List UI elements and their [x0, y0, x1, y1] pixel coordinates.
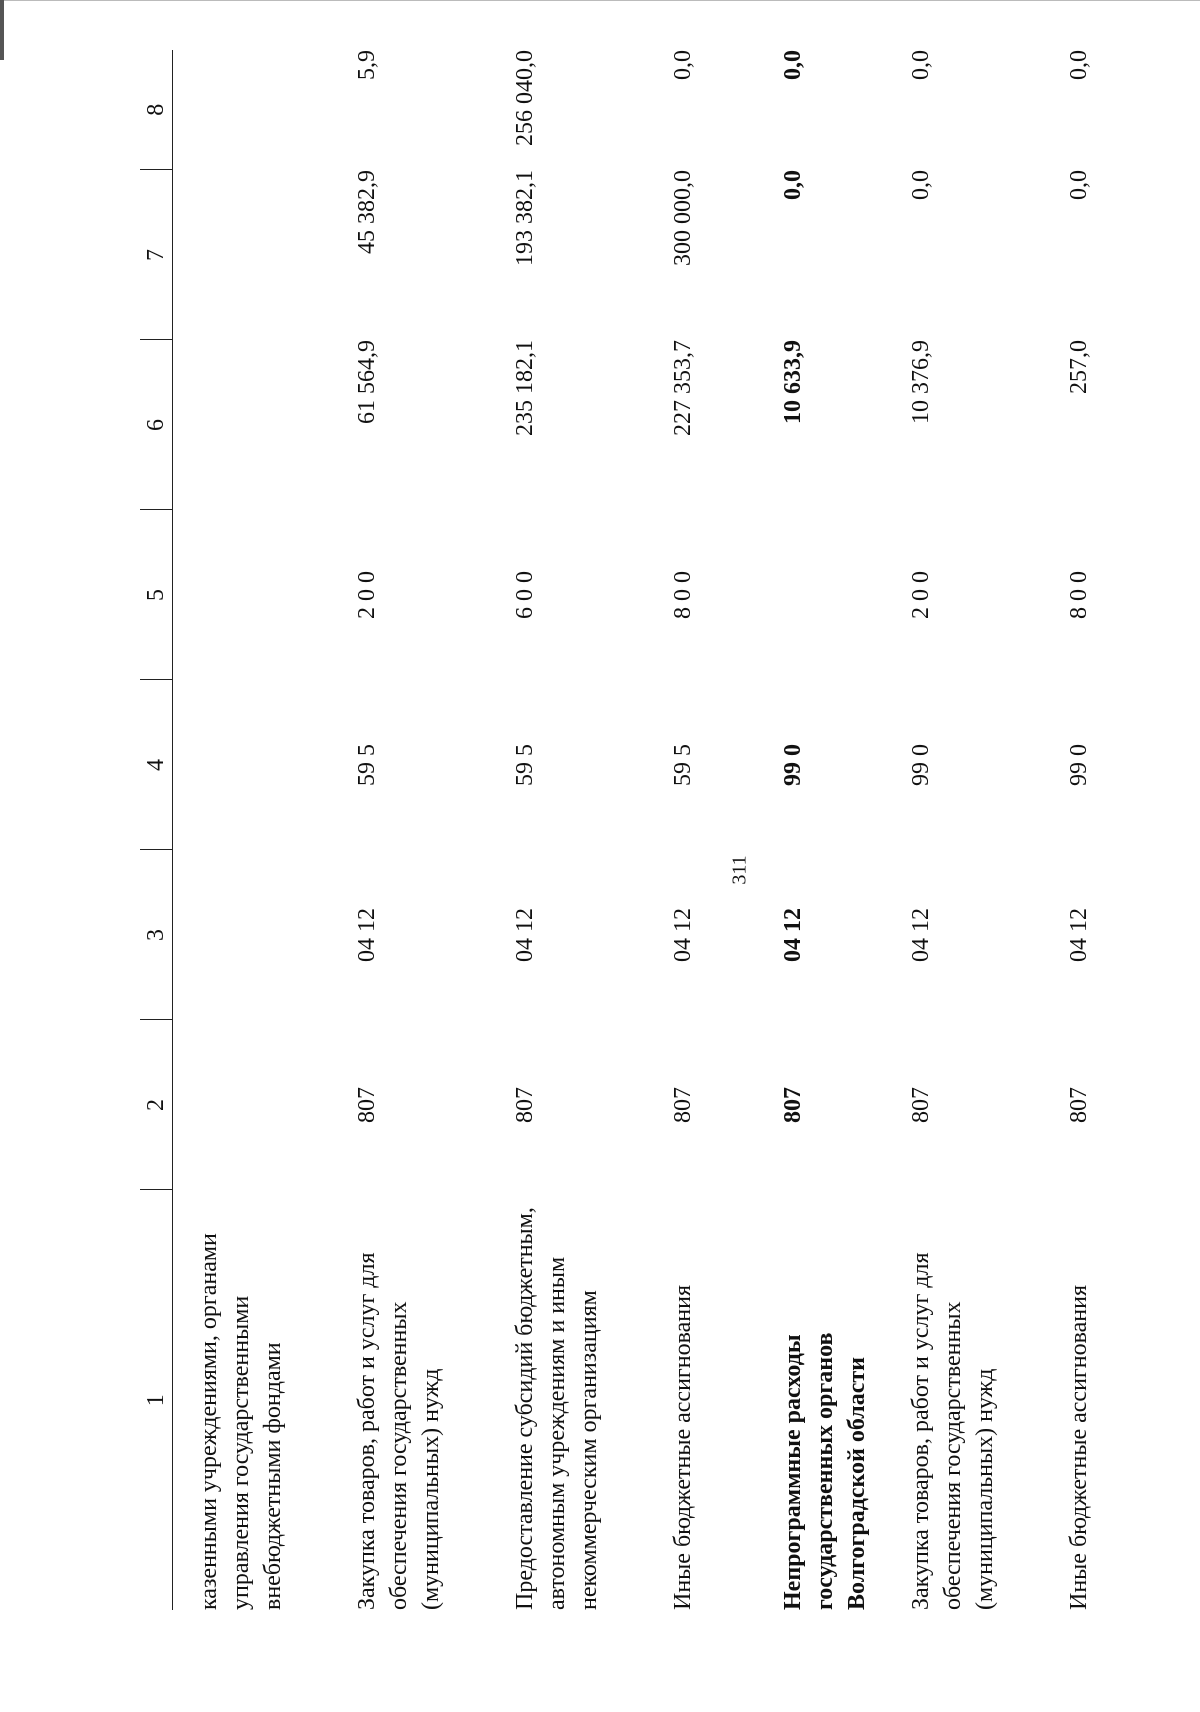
expense-type-code: 6 0 0 — [512, 571, 538, 619]
col-header-4: 4 — [140, 680, 173, 850]
table-header-row — [140, 50, 173, 1610]
expense-name: Иные бюджетные ассигнования — [670, 1285, 696, 1610]
table-row — [649, 50, 759, 1610]
section-code: 04 12 — [780, 908, 806, 962]
section-code: 04 12 — [1066, 908, 1092, 962]
amount-col-7 — [173, 170, 334, 340]
scan-edge-line — [0, 0, 1200, 1]
expense-name: Закупка товаров, работ и услуг для обеспечения государственных (муниципальных) нужд — [354, 1252, 444, 1610]
amount-col-6: 10 633,9 — [780, 340, 806, 424]
expense-name: Предоставление субсидий бюджетным, автономным учреждениям и иным некоммерческим организациям — [512, 1207, 602, 1610]
table-row-section-total — [759, 50, 887, 1610]
section-code: 04 12 — [354, 908, 380, 962]
table-row — [1045, 50, 1143, 1610]
amount-col-6: 227 353,7 — [670, 340, 696, 436]
amount-col-8: 0,0 — [908, 50, 934, 80]
expense-name: Непрограммные расходы государственных органов Волгоградской области — [780, 1332, 870, 1610]
ministry-code: 807 — [1066, 1087, 1092, 1123]
amount-col-8: 5,9 — [354, 50, 380, 80]
amount-col-7: 0,0 — [780, 170, 806, 200]
scan-edge-mark — [0, 0, 4, 60]
expense-name: Закупка товаров, работ и услуг для обеспечения государственных (муниципальных) нужд — [908, 1252, 998, 1610]
section-code — [173, 850, 334, 1020]
ministry-code: 807 — [670, 1087, 696, 1123]
table-row — [173, 50, 334, 1610]
rotated-page-content — [140, 30, 1200, 1630]
amount-col-8: 256 040,0 — [512, 50, 538, 146]
table-row — [333, 50, 491, 1610]
target-article-code — [173, 680, 334, 850]
target-article-code: 99 0 — [780, 744, 806, 786]
amount-col-6: 61 564,9 — [354, 340, 380, 424]
amount-col-7: 193 382,1 — [512, 170, 538, 266]
col-header-1: 1 — [140, 1190, 173, 1610]
amount-col-8 — [173, 50, 334, 170]
col-header-5: 5 — [140, 510, 173, 680]
target-article-code: 59 5 — [512, 744, 538, 786]
ministry-code — [173, 1020, 334, 1190]
ministry-code: 807 — [354, 1087, 380, 1123]
amount-col-7: 300 000,0 — [670, 170, 696, 266]
ministry-code: 807 — [512, 1087, 538, 1123]
col-header-8: 8 — [140, 50, 173, 170]
amount-col-7: 45 382,9 — [354, 170, 380, 254]
ministry-code: 807 — [780, 1087, 806, 1123]
page-number: 311 — [728, 855, 751, 885]
col-header-6: 6 — [140, 340, 173, 510]
amount-col-8: 0,0 — [670, 50, 696, 80]
amount-col-6: 257,0 — [1066, 340, 1092, 394]
table-row — [491, 50, 649, 1610]
target-article-code: 59 5 — [670, 744, 696, 786]
expense-type-code: 8 0 0 — [670, 571, 696, 619]
amount-col-7: 0,0 — [1066, 170, 1092, 200]
section-code: 04 12 — [512, 908, 538, 962]
expense-type-code — [759, 510, 887, 680]
expense-type-code: 2 0 0 — [354, 571, 380, 619]
amount-col-6 — [173, 340, 334, 510]
expense-name: Иные бюджетные ассигнования — [1066, 1285, 1092, 1610]
col-header-2: 2 — [140, 1020, 173, 1190]
expense-type-code: 2 0 0 — [908, 571, 934, 619]
amount-col-7: 0,0 — [908, 170, 934, 200]
col-header-3: 3 — [140, 850, 173, 1020]
target-article-code: 99 0 — [908, 744, 934, 786]
expense-type-code: 8 0 0 — [1066, 571, 1092, 619]
amount-col-6: 235 182,1 — [512, 340, 538, 436]
target-article-code: 99 0 — [1066, 744, 1092, 786]
col-header-7: 7 — [140, 170, 173, 340]
amount-col-6: 10 376,9 — [908, 340, 934, 424]
section-code: 04 12 — [908, 908, 934, 962]
target-article-code: 59 5 — [354, 744, 380, 786]
expense-type-code — [173, 510, 334, 680]
section-code: 04 12 — [670, 908, 696, 962]
table-row — [887, 50, 1045, 1610]
amount-col-8: 0,0 — [1066, 50, 1092, 80]
amount-col-8: 0,0 — [780, 50, 806, 80]
budget-table — [140, 50, 1143, 1610]
ministry-code: 807 — [908, 1087, 934, 1123]
expense-name: казенными учреждениями, органами управления государственными внебюджетными фондами — [196, 1233, 286, 1610]
